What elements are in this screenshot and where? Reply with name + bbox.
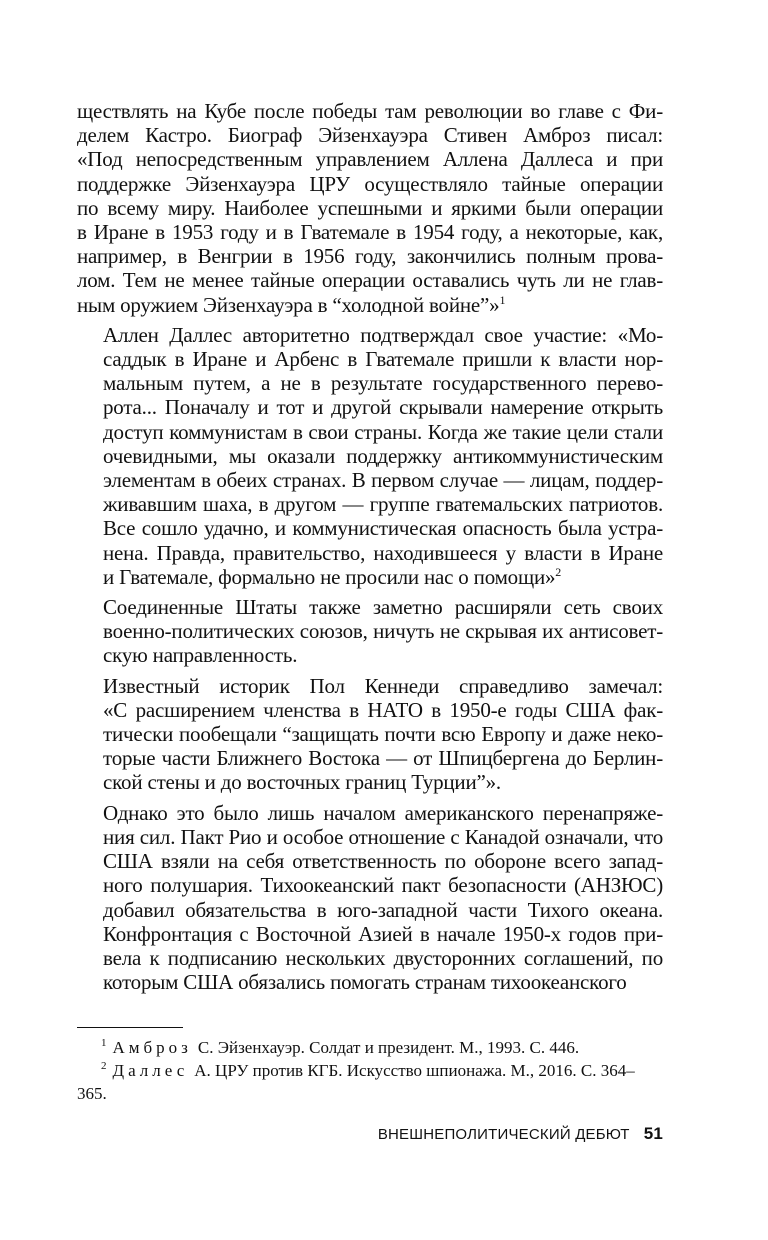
text-line: Аллен Даллес авторитетно подтверждал свое участие: «Мо-	[103, 322, 663, 347]
footnote-divider	[77, 1027, 183, 1028]
footnote-1	[77, 1036, 663, 1059]
footnote-reference[interactable]: 1	[499, 292, 506, 307]
text-line: очевидными, мы оказали поддержку антикоммунистическим	[103, 443, 663, 468]
text-line: США взяли на себя ответственность по обороне всего запад-	[103, 849, 663, 874]
text-line: по всему миру. Наиболее успешными и яркими были операции	[77, 195, 663, 220]
text-line: поддержке Эйзенхауэра ЦРУ осуществляло тайные операции	[77, 171, 663, 196]
footnote-reference[interactable]: 2	[555, 564, 562, 579]
paragraph-5	[77, 801, 663, 995]
footnote-author: Даллес	[112, 1061, 189, 1080]
footnote-text: С. Эйзенхауэр. Солдат и президент. М., 1993. С. 446.	[197, 1038, 580, 1057]
text-line: лом. Тем не менее тайные операции оставались чуть ли не глав-	[77, 268, 663, 293]
text-line: военно-политических союзов, ничуть не скрывая их антисовет-	[103, 619, 663, 644]
footnotes	[77, 1036, 663, 1105]
footnote-number: 1	[101, 1037, 107, 1050]
text-line: например, в Венгрии в 1956 году, закончились полным прова-	[77, 244, 663, 269]
text-line: скую направленность.	[103, 643, 298, 668]
text-line: нена. Правда, правительство, находившееся у власти в Иране	[103, 540, 663, 565]
text-line: Все сошло удачно, и коммунистическая опасность была устра-	[103, 516, 663, 541]
footnote-text: А. ЦРУ против КГБ. Искусство шпионажа. М., 2016. С. 364–365.	[77, 1061, 635, 1103]
text-line: Известный историк Пол Кеннеди справедливо замечал:	[103, 673, 663, 698]
text-line: и Гватемале, формально не просили нас о помощи»$^2$	[103, 564, 562, 589]
text-line: элементам в обеих странах. В первом случае — лицам, поддер-	[103, 468, 663, 493]
paragraph-1	[77, 99, 663, 317]
text-line: Соединенные Штаты также заметно расширяли сеть своих	[103, 595, 663, 620]
paragraph-4	[77, 674, 663, 795]
footnote-author: Амброз	[112, 1038, 192, 1057]
text-line: рота... Поначалу и тот и другой скрывали намерение открыть	[103, 395, 663, 420]
page-number: 51	[643, 1124, 663, 1143]
text-line: которым США обязались помогать странам тихоокеанского	[103, 970, 627, 995]
text-line: Однако это было лишь началом американского перенапряже-	[103, 800, 663, 825]
paragraph-2	[77, 323, 663, 589]
text-line: ным оружием Эйзенхауэра в “холодной войне”»$^1$	[77, 292, 506, 317]
running-footer	[378, 1124, 663, 1144]
footnote-number: 2	[101, 1060, 107, 1073]
section-title: ВНЕШНЕПОЛИТИЧЕСКИЙ ДЕБЮТ	[377, 1126, 630, 1143]
footnote-2	[77, 1059, 663, 1105]
text-line: живавшим шаха, в другом — группе гватемальских патриотов.	[103, 492, 663, 517]
paragraph-3	[77, 595, 663, 668]
text-line: ного полушария. Тихоокеанский пакт безопасности (АНЗЮС)	[103, 873, 663, 898]
text-line: ществлять на Кубе после победы там революции во главе с Фи-	[77, 99, 663, 123]
text-line: «Под непосредственным управлением Аллена Даллеса и при	[77, 147, 663, 172]
body-text	[77, 99, 663, 1000]
text-line: доступ коммунистам в свои страны. Когда же такие цели стали	[103, 419, 663, 444]
text-line: торые части Ближнего Востока — от Шпицбергена до Берлин-	[103, 746, 663, 771]
text-line: добавил обязательства в юго-западной части Тихого океана.	[103, 897, 663, 922]
text-line: мальным путем, а не в результате государственного перево-	[103, 371, 663, 396]
text-line: вела к подписанию нескольких двусторонних соглашений, по	[103, 945, 663, 970]
text-line: саддык в Иране и Арбенс в Гватемале пришли к власти нор-	[103, 347, 663, 372]
text-line: Конфронтация с Восточной Азией в начале 1950-х годов при-	[103, 921, 663, 946]
text-line: ской стены и до восточных границ Турции”».	[103, 770, 501, 795]
text-line: тически пообещали “защищать почти всю Европу и даже неко-	[103, 722, 663, 747]
text-line: делем Кастро. Биограф Эйзенхауэра Стивен Амброз писал:	[77, 123, 663, 148]
text-line: «С расширением членства в НАТО в 1950-е годы США фак-	[103, 697, 663, 722]
text-line: в Иране в 1953 году и в Гватемале в 1954 году, а некоторые, как,	[77, 220, 663, 245]
text-line: ния сил. Пакт Рио и особое отношение с Канадой означали, что	[103, 824, 663, 849]
